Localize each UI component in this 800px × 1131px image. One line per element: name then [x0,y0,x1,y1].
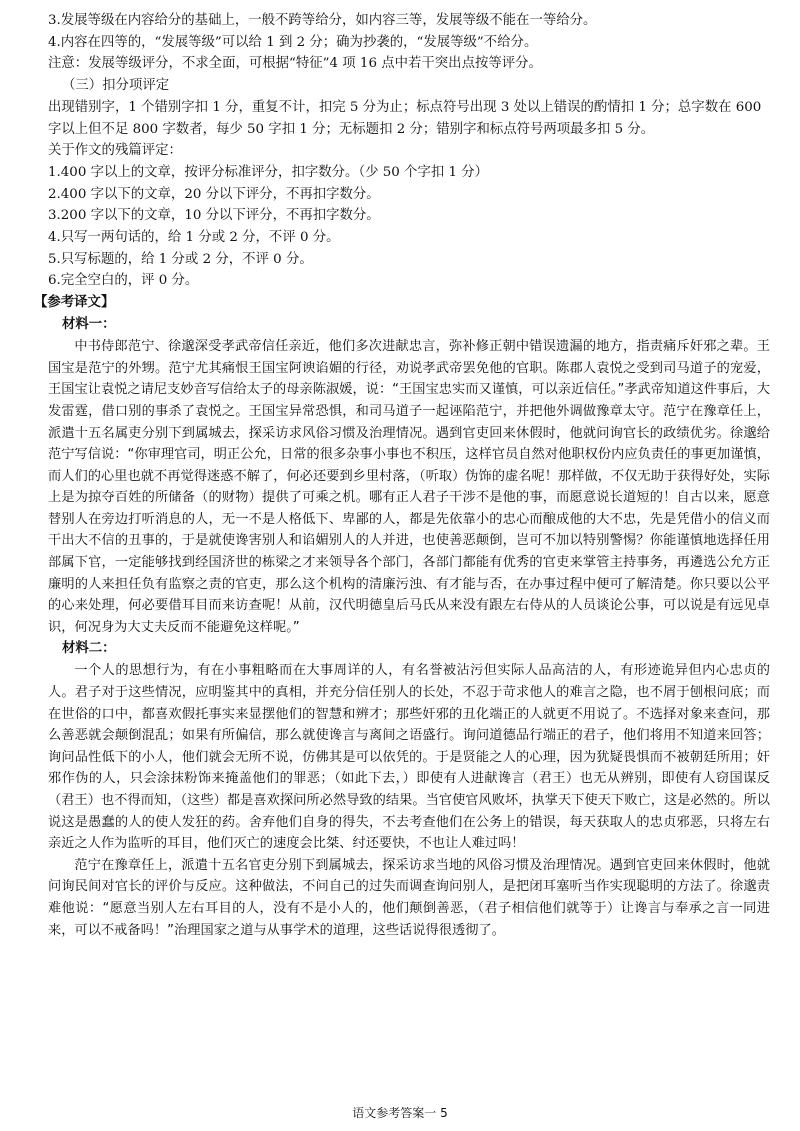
material-one-text: 中书侍郎范宁、徐邈深受孝武帝信任亲近，他们多次进献忠言，弥补修正朝中错误遗漏的地方，指责痛斥奸邪之辈。王国宝是范宁的外甥。范宁尤其痛恨王国宝阿谀谄媚的行径，劝说孝武帝罢免他的官职。陈郡人袁悦之受到司马道子的宠爱，王国宝让袁悦之请尼支妙音写信给太子的母亲陈淑媛，说：“王国宝忠实而又谨慎，可以亲近信任。”孝武帝知道这件事后，大发雷霆，借口别的事杀了袁悦之。王国宝异常恐惧，和司马道子一起诬陷范宁，并把他外调做豫章太守。范宁在豫章任上，派遣十五名属吏分别下到属城去，探采访求风俗习惯及治理情况。遇到官吏回来休假时，他就问询官长的政绩优劣。徐邈给范宁写信说：“你审理官司，明正公允，日常的很多杂事小事也不积压，这样官员自然对他职权份内应负责任的事更加谨慎，而人们的心里也就不再觉得迷惑不解了，何必还要到乡里村落，（听取）伪饰的虚名呢！那样做，不仅无助于获得好处，实际上是为掠夺百姓的所储备（的财物）提供了可乘之机。哪有正人君子干涉不是他的事，而愿意说长道短的！自古以来，愿意替别人在旁边打听消息的人，无一不是人格低下、卑鄙的人，都是先依靠小的忠心而酿成他的大不忠，先是凭借小的信义而干出大不信的丑事的，于是就使谗害别人和谄媚别人的人并进，也使善恶颠倒，岂可不加以特别警惕？你能谨慎地选择任用部属下官，一定能够找到经国济世的栋梁之才来领导各个部门，各部门都能有优秀的官吏来掌管主持事务，再遴选公允方正廉明的人来担任负有监察之责的官吏，那么这个机构的清廉污浊、有才能与否，在办事过程中便可了解清楚。你只要以公平的心来处理，何必要借耳目而来访查呢！从前，汉代明德皇后马氏从来没有跟左右侍从的人员谈论公事，可以说是有远见卓识，何况身为大丈夫反而不能避免这样呢。” [48,339,770,635]
page-footer: 语文参考答案一 5 [352,1106,448,1120]
rule-line: 4.内容在四等的，“发展等级”可以给 1 到 2 分；确为抄袭的，“发展等级”不给分。 [48,34,538,50]
rule-line: 3.200 字以下的文章，10 分以下评分，不再扣字数分。 [48,208,380,224]
rule-line: 4.只写一两句话的，给 1 分或 2 分，不评 0 分。 [48,230,340,246]
rule-line: 注意：发展等级评分，不求全面，可根据“特征”4 项 16 点中若干突出点按等评分。 [48,56,542,72]
material-two-text-1: 一个人的思想行为，有在小事粗略而在大事周详的人，有名誉被沾污但实际人品高洁的人，有形迹诡异但内心忠贞的人。君子对于这些情况，应明鉴其中的真相，并充分信任别人的长处，不忍于苛求他人的难言之隐，也不屑于刨根问底；而在世俗的口中，都喜欢假托事实来显摆他们的智慧和辨才；那些奸邪的丑化端正的人就更不用说了。不选择对象来查问，那么善恶就会颠倒混乱；如果有所偏信，那么就使谗言与离间之语盛行。询问道德品行端正的君子，他们将用不知道来回答；询问品性低下的小人，他们就会无所不说，仿佛其是可以依凭的。于是贤能之人的心理，因为犹疑畏惧而不被朝廷所用；奸邪作伪的人，只会涂抹粉饰来掩盖他们的罪恶；（如此下去，）即使有人进献谗言（君王）也无从辨别，即使有人窃国谋反（君王）也不得而知，（这些）都是喜欢探问所必然导致的结果。当官使官风败坏，执掌天下使天下败亡，这是必然的。所以说这是愚蠢的人的使人发狂的药。舍弃他们自身的得失，不去考查他们在公务上的错误，每天获取人的忠贞邪恶，只将左右亲近之人作为监听的耳目，他们灭亡的速度会比桀、纣还要快，不也让人难过吗！ [48,663,770,852]
material-one-title: 材料一： [62,317,116,333]
reference-translation [34,292,770,941]
rule-line: 3.发展等级在内容给分的基础上，一般不跨等给分，如内容三等，发展等级不能在一等给分。 [48,13,597,28]
rule-line: 6.完全空白的，评 0 分。 [48,273,199,289]
rule-line: 出现错别字，1 个错别字扣 1 分，重复不计，扣完 5 分为止；标点符号出现 3 处以上错误的酌情扣 1 分；总字数在 600 [48,99,762,115]
rule-line: 字以上但不足 800 字数者，每少 50 字扣 1 分；无标题扣 2 分；错别字和标点符号两项最多扣 5 分。 [48,121,655,137]
rule-line: 5.只写标题的，给 1 分或 2 分，不评 0 分。 [48,251,313,267]
rule-line: 关于作文的残篇评定： [48,143,182,159]
material-two-text-2: 范宁在豫章任上，派遣十五名官吏分别下到属城去，探采访求当地的风俗习惯及治理情况。遇到官吏回来休假时，他就问询民间对官长的评价与反应。这种做法，不问自己的过失而调查询问别人，是把闭耳塞听当作实现聪明的方法了。徐邈责难他说：“愿意当别人左右耳目的人，没有不是小人的，他们颠倒善恶，（君子相信他们就等于）让谗言与奉承之言一同进来，可以不戒备吗！”治理国家之道与从事学术的道理，这些话说得很透彻了。 [48,857,770,938]
rule-line: 2.400 字以下的文章，20 分以下评分，不再扣字数分。 [48,186,380,202]
translation-heading: 【参考译文】 [34,295,115,311]
material-two-title: 材料二： [62,641,116,657]
rule-subheading: （三）扣分项评定 [62,78,170,94]
scoring-rules [48,10,770,292]
rule-line: 1.400 字以上的文章，按评分标准评分，扣字数分。（少 50 个字扣 1 分） [48,164,489,180]
